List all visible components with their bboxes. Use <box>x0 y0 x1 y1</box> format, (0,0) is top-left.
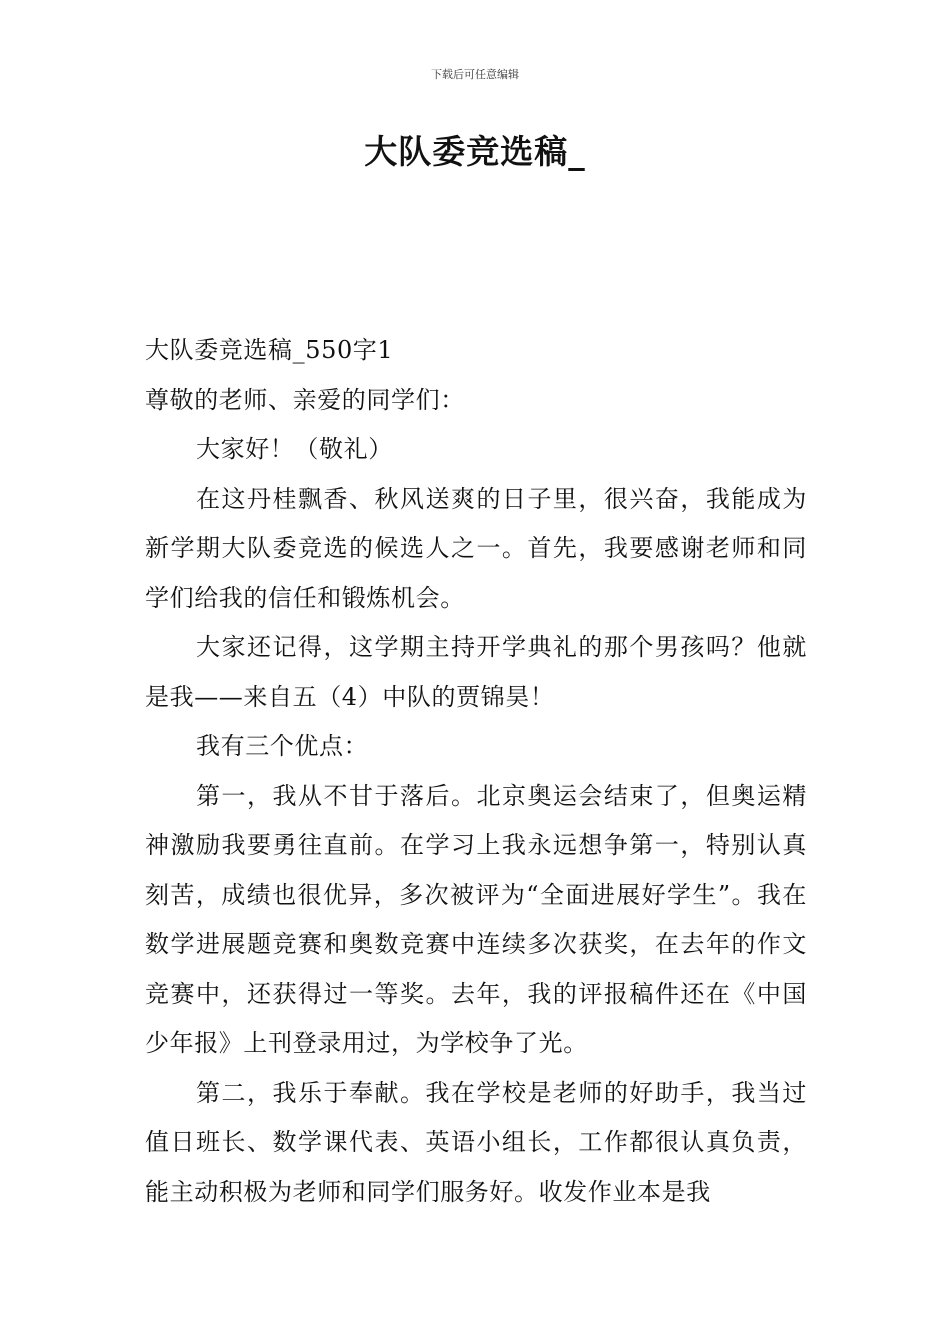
paragraph-2: 尊敬的老师、亲爱的同学们： <box>145 385 465 414</box>
document-title: 大队委竞选稿_ <box>364 132 586 171</box>
document-body <box>145 326 807 1217</box>
paragraph-8: 第二，我乐于奉献。我在学校是老师的好助手，我当过值日班长、数学课代表、英语小组长，工作都很认真负责，能主动积极为老师和同学们服务好。收发作业本是我 <box>145 1078 807 1206</box>
paragraph-7: 第一，我从不甘于落后。北京奥运会结束了，但奥运精神激励我要勇往直前。在学习上我永远想争第一，特别认真刻苦，成绩也很优异，多次被评为“全面进展好学生”。我在数学进展题竞赛和奥数竞赛中连续多次获奖，在去年的作文竞赛中，还获得过一等奖。去年，我的评报稿件还在《中国少年报》上刊登录用过，为学校争了光。 <box>145 781 807 1057</box>
paragraph-3: 大家好！（敬礼） <box>196 435 393 463</box>
paragraph-4: 在这丹桂飘香、秋风送爽的日子里，很兴奋，我能成为新学期大队委竞选的候选人之一。首先，我要感谢老师和同学们给我的信任和锻炼机会。 <box>145 484 807 612</box>
paragraph-1: 大队委竞选稿_550字1 <box>145 336 394 364</box>
header-note: 下载后可任意编辑 <box>431 68 519 81</box>
paragraph-5: 大家还记得，这学期主持开学典礼的那个男孩吗？他就是我——来自五（4）中队的贾锦昊！ <box>145 633 807 711</box>
paragraph-6: 我有三个优点： <box>196 732 369 760</box>
